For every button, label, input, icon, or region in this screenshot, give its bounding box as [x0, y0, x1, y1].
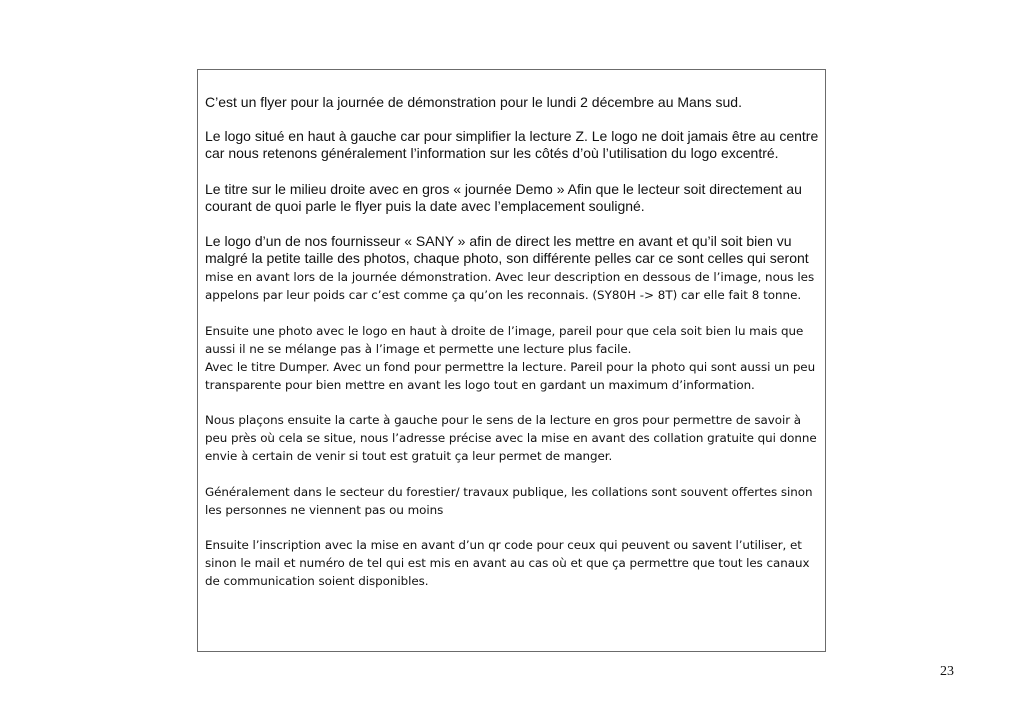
paragraph-collations: Généralement dans le secteur du forestier/ travaux publique, les collations sont souvent offertes sinon les personnes ne viennent pas ou moins [205, 485, 813, 517]
paragraph-photo: Ensuite une photo avec le logo en haut à droite de l’image, pareil pour que cela soit bien lu mais que aussi il ne se mélange pas à l’image et permette une lecture plus facile. [205, 324, 804, 356]
paragraph-title: Le titre sur le milieu droite avec en gros « journée Demo » Afin que le lecteur soit directement au courant de quoi parle le flyer puis la date avec l’emplacement souligné. [205, 181, 802, 214]
paragraph-intro: C’est un flyer pour la journée de démonstration pour le lundi 2 décembre au Mans sud. [205, 94, 742, 110]
paragraph-supplier-start: Le logo d’un de nos fournisseur « SANY » afin de direct les mettre en avant et qu’il soit bien vu malgré la petite taille des photos, chaque photo, son différente pelles car ce sont celles qui seront [205, 233, 809, 266]
page-number: 23 [940, 664, 954, 679]
paragraph-map: Nous plaçons ensuite la carte à gauche pour le sens de la lecture en gros pour permettre de savoir à peu près où cela se situe, nous l’adresse précise avec la mise en avant des collation gratuite qui donne envie à certain de venir si tout est gratuit ça leur permet de manger. [205, 413, 817, 463]
paragraph-supplier-end: mise en avant lors de la journée démonstration. Avec leur description en dessous de l’image, nous les appelons par leur poids car c’est comme ça qu’on les reconnais. (SY80H -> 8T) car elle fait 8 tonne. [205, 270, 815, 302]
text-frame [197, 69, 826, 652]
paragraph-group-photo [205, 322, 819, 394]
paragraph-dumper: Avec le titre Dumper. Avec un fond pour permettre la lecture. Pareil pour la photo qui sont aussi un peu transparente pour bien mettre en avant les logo tout en gardant un maximum d’information. [205, 360, 816, 392]
paragraph-supplier [205, 233, 819, 304]
paragraph-inscription: Ensuite l’inscription avec la mise en avant d’un qr code pour ceux qui peuvent ou savent l’utiliser, et sinon le mail et numéro de tel qui est mis en avant au cas où et que ça permettre que tout les canaux de communication soient disponibles. [205, 538, 810, 588]
paragraph-logo: Le logo situé en haut à gauche car pour simplifier la lecture Z. Le logo ne doit jamais être au centre car nous retenons généralement l’information sur les côtés d’où l’utilisation du logo excentré. [205, 128, 819, 161]
